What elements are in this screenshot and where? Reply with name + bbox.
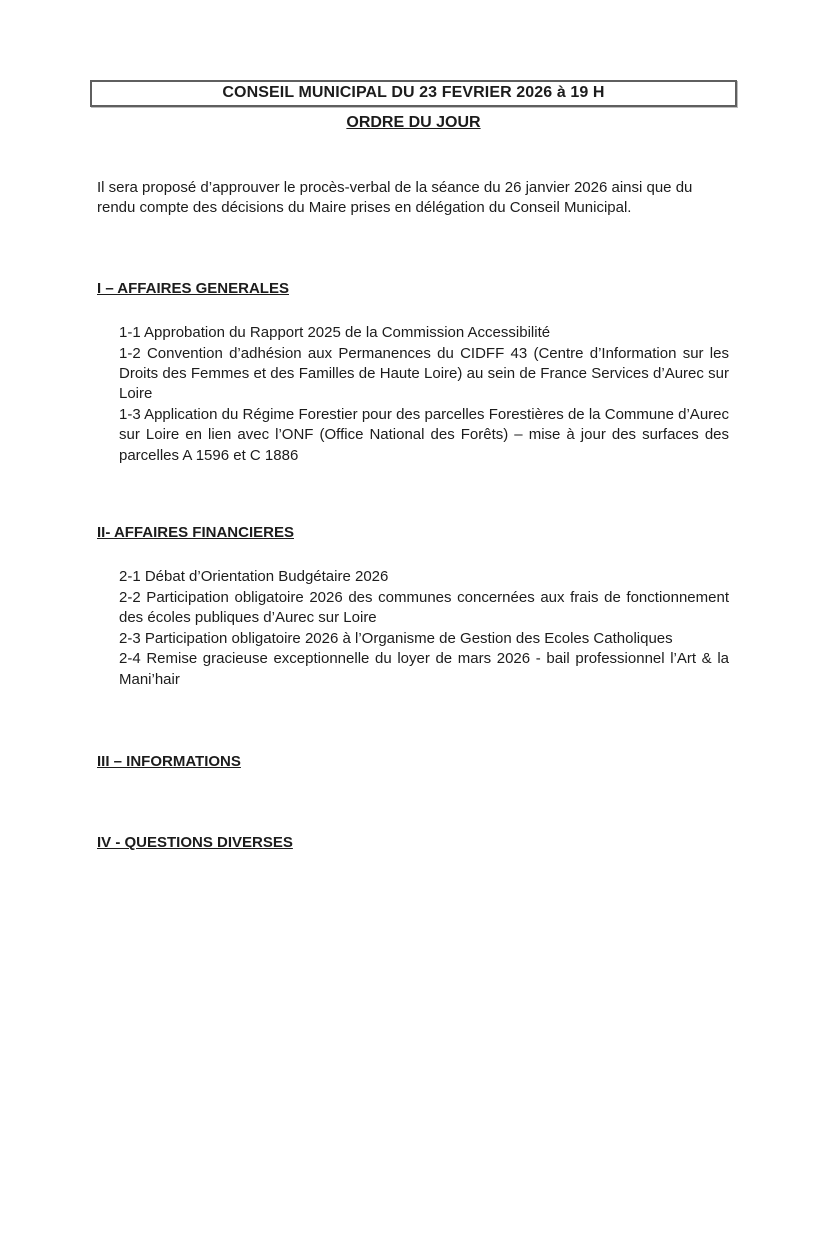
section-affaires-generales [97,279,729,466]
agenda-subtitle: ORDRE DU JOUR [346,114,481,131]
agenda-item: 2-4 Remise gracieuse exceptionnelle du loyer de mars 2026 - bail professionnel l’Art & la Mani’hair [119,650,729,688]
section-items [119,567,729,689]
section-informations [97,752,729,772]
meeting-title: CONSEIL MUNICIPAL DU 23 FEVRIER 2026 à 19 H [222,84,605,101]
agenda-item: 1-3 Application du Régime Forestier pour des parcelles Forestières de la Commune d’Aurec sur Loire en lien avec l’ONF (Office National des Forêts) – mise à jour des surfaces des parcelles A 1596 et C 1886 [119,405,729,464]
section-affaires-financieres [97,523,729,690]
document-page [0,80,827,1249]
agenda-item: 1-1 Approbation du Rapport 2025 de la Commission Accessibilité [119,324,551,342]
agenda-item: 2-2 Participation obligatoire 2026 des communes concernées aux frais de fonctionnement des écoles publiques d’Aurec sur Loire [119,588,729,627]
section-heading-affaires-generales: I – AFFAIRES GENERALES [97,279,289,297]
document-content [97,178,729,854]
intro-paragraph: Il sera proposé d’approuver le procès-verbal de la séance du 26 janvier 2026 ainsi que du rendu compte des décisions du Maire prises en délégation du Conseil Municipal. [97,179,693,217]
agenda-item: 1-2 Convention d’adhésion aux Permanences du CIDFF 43 (Centre d’Information sur les Droits des Femmes et des Familles de Haute Loire) au sein de France Services d’Aurec sur Loire [119,344,729,403]
section-heading-affaires-financieres: II- AFFAIRES FINANCIERES [97,524,294,542]
section-items [119,323,729,466]
title-box [90,80,737,107]
agenda-item: 2-3 Participation obligatoire 2026 à l’Organisme de Gestion des Ecoles Catholiques [119,629,673,647]
section-heading-questions-diverses: IV - QUESTIONS DIVERSES [97,834,293,852]
agenda-item: 2-1 Débat d’Orientation Budgétaire 2026 [119,568,389,586]
section-heading-informations: III – INFORMATIONS [97,752,241,770]
section-questions-diverses [97,833,729,853]
